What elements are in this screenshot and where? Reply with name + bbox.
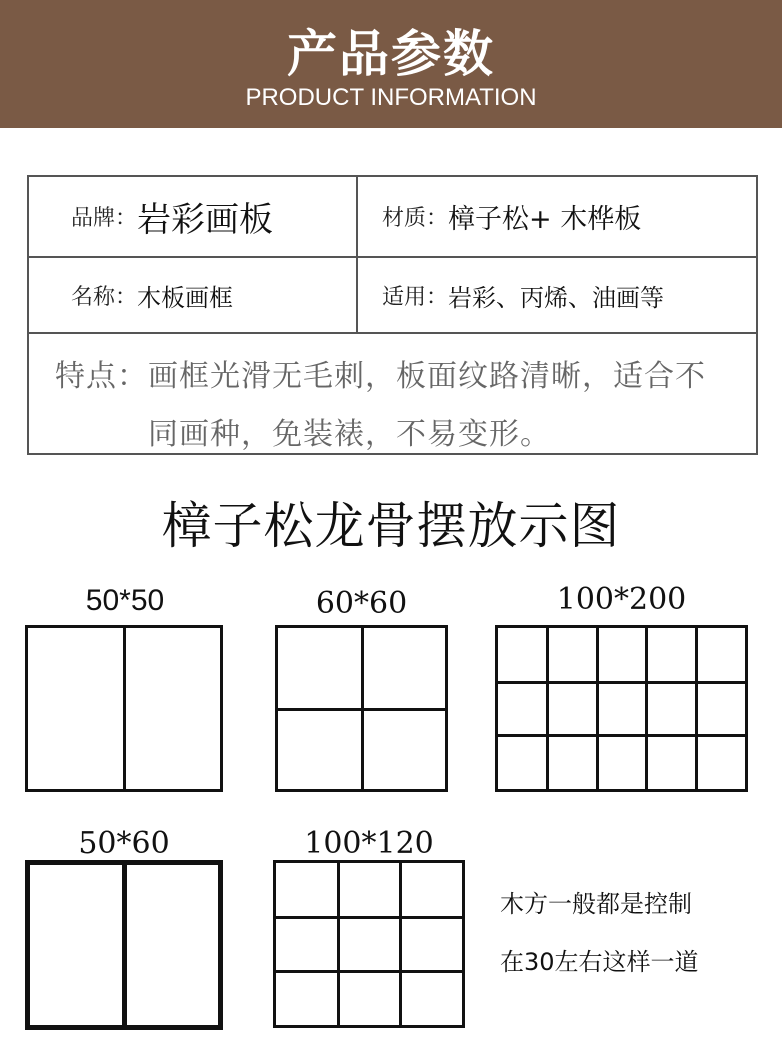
frame-100x200: [495, 625, 748, 792]
brand-value: 岩彩画板: [137, 200, 274, 240]
name-cell: [29, 258, 358, 334]
frame-100x120: [273, 860, 465, 1028]
diagram-title: 樟子松龙骨摆放示图: [161, 497, 621, 555]
vertical-batten: [399, 863, 402, 1025]
material-cell: [358, 177, 756, 258]
spec-table: [27, 175, 758, 455]
name-label: 名称：: [71, 284, 138, 310]
usage-label: 适用：: [382, 284, 449, 310]
features-value: 画框光滑无毛刺，板面纹路清晰，适合不同画种，免装裱，不易变形。: [148, 359, 706, 452]
frame-50x50: [25, 625, 223, 792]
page-subtitle: PRODUCT INFORMATION: [245, 84, 537, 111]
frame-label-60x60: 60*60: [315, 586, 408, 621]
horizontal-batten: [498, 734, 745, 737]
frame-50x60: [25, 860, 223, 1030]
frame-label-100x120: 100*120: [304, 826, 434, 861]
vertical-batten: [546, 628, 549, 789]
frame-label-50x60: 50*60: [78, 826, 170, 861]
frame-label-50x50: 50*50: [85, 584, 165, 617]
frame-label-100x200: 100*200: [556, 582, 687, 617]
header-banner: [0, 0, 782, 128]
horizontal-batten: [276, 916, 462, 919]
horizontal-batten: [276, 970, 462, 973]
vertical-batten: [695, 628, 698, 789]
vertical-batten: [596, 628, 599, 789]
vertical-batten: [123, 628, 126, 789]
brand-cell: [29, 177, 358, 258]
material-value: 樟子松+ 木桦板: [448, 204, 642, 235]
vertical-batten: [645, 628, 648, 789]
horizontal-batten: [498, 681, 745, 684]
note-line-2: 在30左右这样一道: [500, 948, 699, 976]
page-title: 产品参数: [287, 25, 495, 83]
horizontal-batten: [278, 708, 445, 711]
usage-cell: [358, 258, 756, 334]
material-label: 材质：: [382, 206, 449, 231]
name-value: 木板画框: [137, 283, 234, 312]
features-cell: [29, 334, 756, 453]
vertical-batten: [337, 863, 340, 1025]
note-line-1: 木方一般都是控制: [500, 890, 692, 918]
features-label: 特点：: [55, 359, 148, 394]
frame-60x60: [275, 625, 448, 792]
usage-value: 岩彩、丙烯、油画等: [448, 283, 665, 312]
brand-label: 品牌：: [71, 206, 138, 231]
vertical-batten: [122, 865, 127, 1025]
